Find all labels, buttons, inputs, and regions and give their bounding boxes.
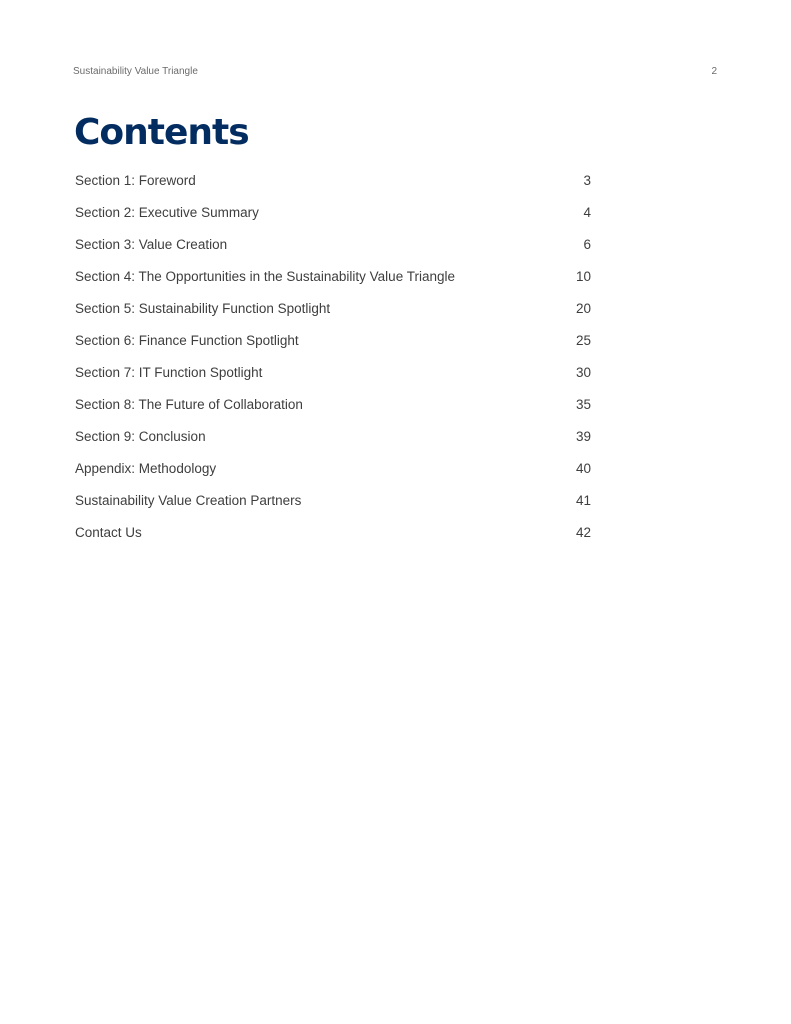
toc-entry-page: 40	[575, 461, 591, 476]
toc-entry-page: 25	[575, 333, 591, 348]
toc-entry-label: Section 6: Finance Function Spotlight	[75, 333, 299, 348]
toc-entry-label: Section 7: IT Function Spotlight	[75, 365, 263, 380]
toc-entry-label: Appendix: Methodology	[75, 461, 217, 476]
toc-entry-page: 41	[575, 493, 591, 508]
toc-entry-section-2[interactable]	[75, 202, 591, 234]
toc-entry-section-5[interactable]	[75, 298, 591, 330]
page-number: 2	[711, 66, 717, 77]
toc-entry-section-1[interactable]	[75, 170, 591, 202]
toc-entry-label: Section 4: The Opportunities in the Sustainability Value Triangle	[75, 269, 455, 284]
toc-entry-section-8[interactable]	[75, 394, 591, 426]
toc-entry-page: 35	[575, 397, 591, 412]
toc-entry-page: 3	[583, 173, 591, 188]
toc-entry-label: Section 3: Value Creation	[75, 237, 228, 252]
toc-entry-appendix[interactable]	[75, 458, 591, 490]
toc-entry-page: 42	[575, 525, 591, 540]
toc-entry-page: 6	[583, 237, 591, 252]
toc-entry-contact-us[interactable]	[75, 522, 591, 554]
toc-entry-label: Section 9: Conclusion	[75, 429, 206, 444]
toc-entry-page: 20	[575, 301, 591, 316]
running-header	[73, 66, 717, 78]
toc-entry-section-9[interactable]	[75, 426, 591, 458]
toc-entry-label: Section 5: Sustainability Function Spotlight	[75, 301, 331, 316]
toc-entry-label: Section 2: Executive Summary	[75, 205, 259, 220]
contents-heading: Contents	[74, 112, 249, 153]
document-title: Sustainability Value Triangle	[73, 66, 198, 77]
toc-entry-label: Sustainability Value Creation Partners	[75, 493, 302, 508]
toc-entry-page: 10	[575, 269, 591, 284]
toc-entry-partners[interactable]	[75, 490, 591, 522]
toc-entry-section-4[interactable]	[75, 266, 591, 298]
toc-entry-section-3[interactable]	[75, 234, 591, 266]
toc-entry-label: Section 8: The Future of Collaboration	[75, 397, 303, 412]
toc-entry-page: 39	[575, 429, 591, 444]
toc-entry-section-6[interactable]	[75, 330, 591, 362]
toc-entry-page: 30	[575, 365, 591, 380]
toc-entry-label: Contact Us	[75, 525, 142, 540]
toc-entry-page: 4	[583, 205, 591, 220]
toc-entry-label: Section 1: Foreword	[75, 173, 196, 188]
toc-entry-section-7[interactable]	[75, 362, 591, 394]
table-of-contents	[75, 170, 591, 554]
